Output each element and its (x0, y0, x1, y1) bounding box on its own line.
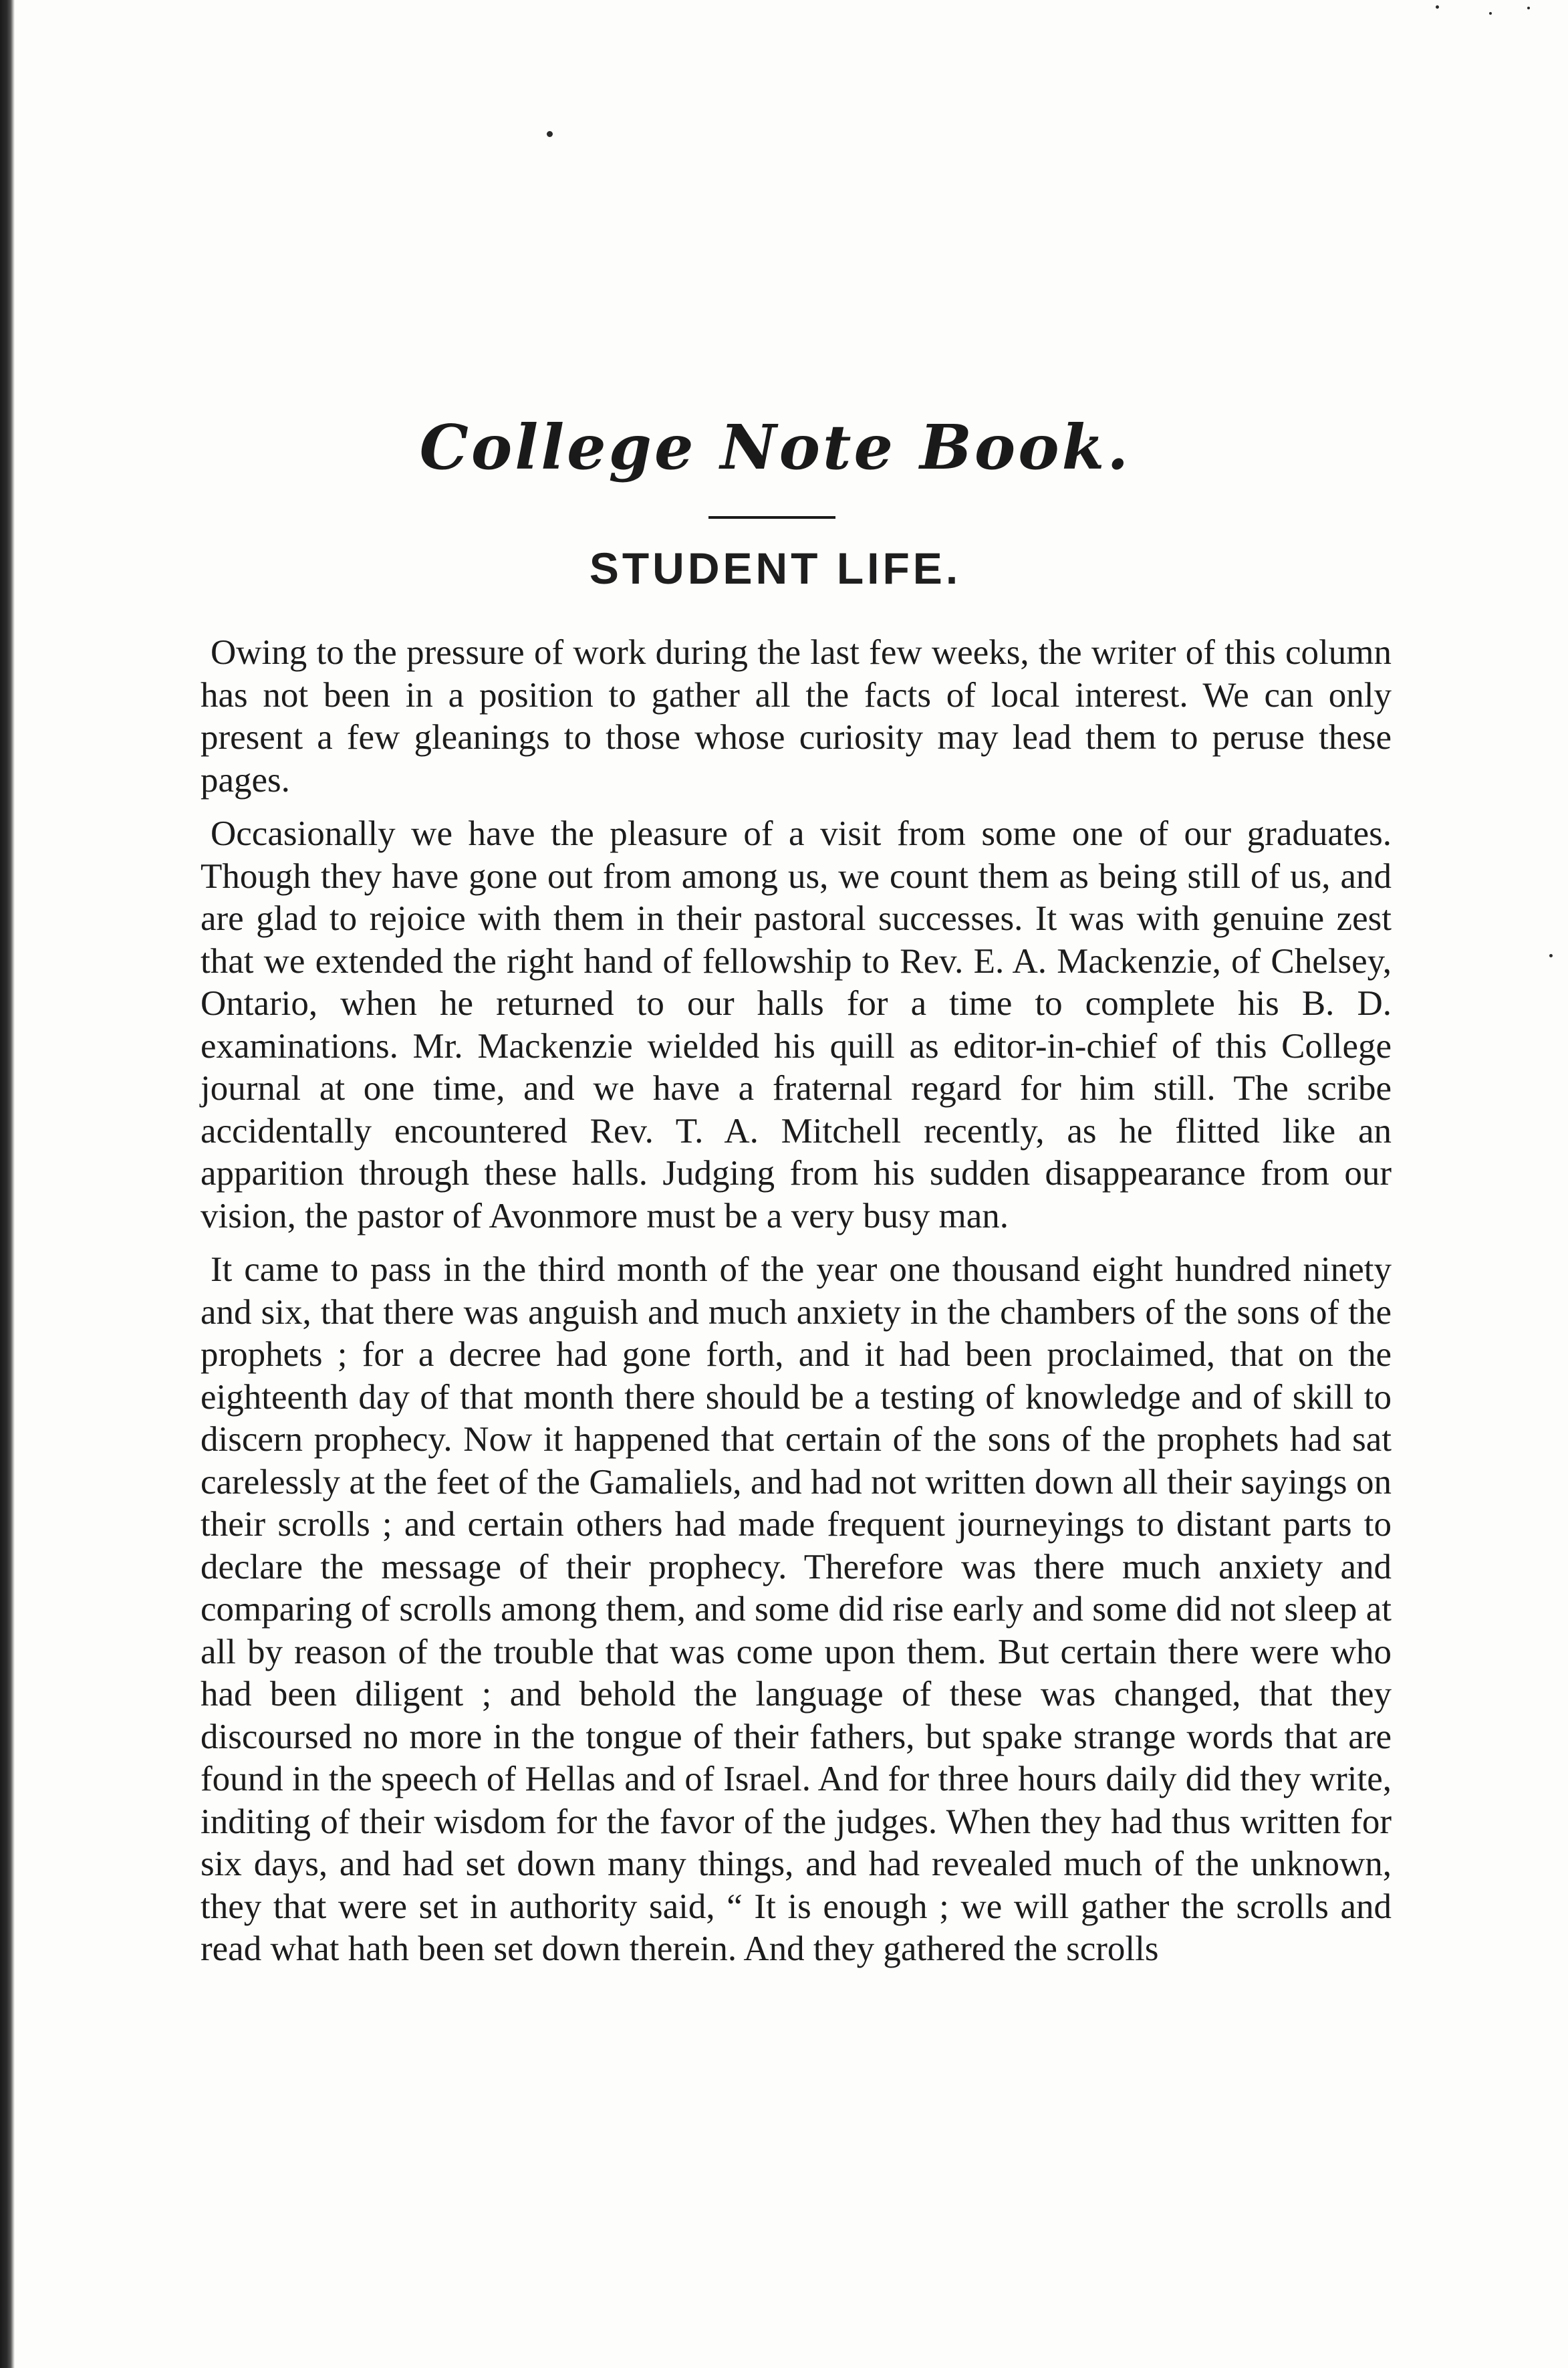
paragraph-2: Occasionally we have the pleasure of a visit from some one of our graduates. Though they have gone out from among us, we count them as being still of us, and are glad to rejoice with them in their pastoral successes. It was with genuine zest that we extended the right hand of fellowship to Rev. E. A. Mackenzie, of Chelsey, Ontario, when he returned to our halls for a time to complete his B. D. examinations. Mr. Mackenzie wielded his quill as editor-in-chief of this College journal at one time, and we have a fraternal regard for him still. The scribe accidentally encountered Rev. T. A. Mitchell recently, as he flitted like an apparition through these halls. Judging from his sudden disappearance from our vision, the pastor of Avonmore must be a very busy man. (201, 814, 1392, 1235)
title-rule (708, 516, 835, 519)
paragraph-1: Owing to the pressure of work during the last few weeks, the writer of this column has not been in a position to gather all the facts of local interest. We can only present a few gleanings to those whose curiosity may lead them to peruse these pages. (201, 633, 1392, 800)
section-title: STUDENT LIFE. (589, 544, 962, 593)
ink-speck (1436, 5, 1439, 9)
ink-speck (1489, 12, 1492, 15)
ink-speck (1527, 7, 1530, 9)
article-body (201, 632, 1392, 1982)
ink-speck (1549, 954, 1553, 957)
paragraph-3: It came to pass in the third month of the year one thousand eight hundred ninety and six, that there was anguish and much anxiety in the chambers of the sons of the prophets ; for a decree had gone forth, and it had been proclaimed, that on the eighteenth day of that month there should be a testing of knowledge and of skill to discern prophecy. Now it happened that certain of the sons of the prophets had sat carelessly at the feet of the Gamaliels, and had not written down all their sayings on their scrolls ; and certain others had made frequent journeyings to distant parts to declare the message of their prophecy. Therefore was there much anxiety and comparing of scrolls among them, and some did rise early and some did not sleep at all by reason of the trouble that was come upon them. But certain there were who had been diligent ; and behold the language of these was changed, that they discoursed no more in the tongue of their fathers, but spake strange words that are found in the speech of Hellas and of Israel. And for three hours daily did they write, inditing of their wisdom for the favor of the judges. When they had thus written for six days, and had set down many things, and had revealed much of the unknown, they that were set in authority said, “ It is enough ; we will gather the scrolls and read what hath been set down therein. And they gathered the scrolls (201, 1250, 1392, 1968)
masthead-title: College Note Book. (419, 411, 1132, 483)
page-binding-edge (0, 0, 15, 2368)
ink-speck (547, 131, 553, 137)
